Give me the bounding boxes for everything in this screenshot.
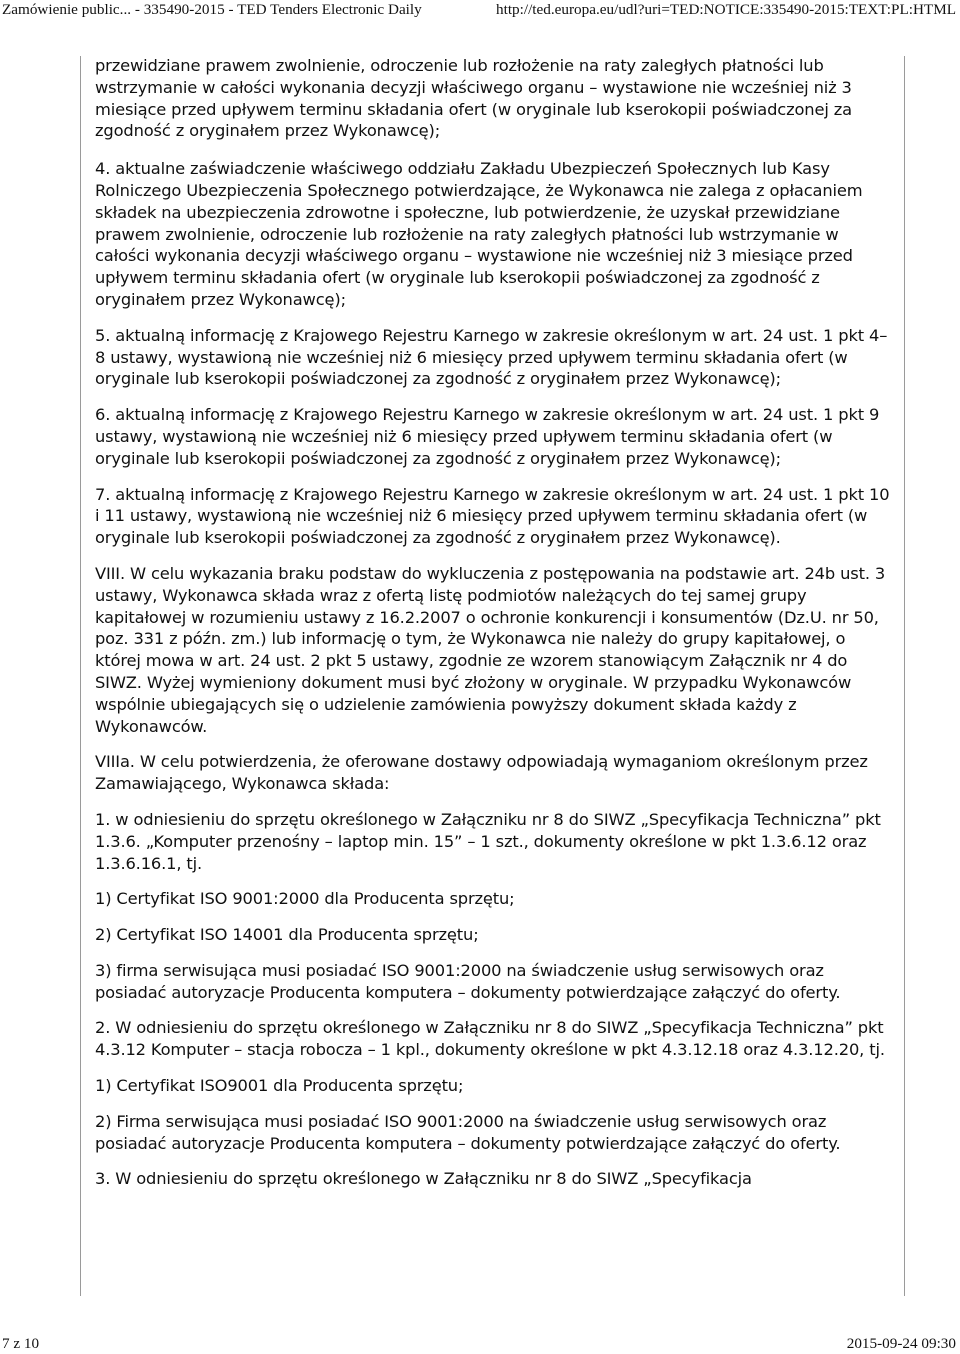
print-header [0,0,960,20]
paragraph: 7. aktualną informację z Krajowego Rejestru Karnego w zakresie określonym w art. 24 ust. 1 pkt 10 i 11 ustawy, wystawioną nie wcześniej niż 6 miesięcy przed upływem terminu składania ofert (w oryginale lub kserokopii poświadczonej za zgodność z oryginałem przez Wykonawcę). [95,484,890,548]
paragraph: 3) firma serwisująca musi posiadać ISO 9001:2000 na świadczenie usług serwisowych oraz posiadać autoryzacje Producenta komputera – dokumenty potwierdzające załączyć do oferty. [95,960,841,1002]
paragraph: 3. W odniesieniu do sprzętu określonego w Załączniku nr 8 do SIWZ „Specyfikacja [95,1169,752,1189]
paragraph: 5. aktualną informację z Krajowego Rejestru Karnego w zakresie określonym w art. 24 ust. 1 pkt 4–8 ustawy, wystawioną nie wcześniej niż 6 miesięcy przed upływem terminu składania ofert (w oryginale lub kserokopii poświadczonej za zgodność z oryginałem przez Wykonawcę); [95,325,888,389]
paragraph: 2) Firma serwisująca musi posiadać ISO 9001:2000 na świadczenie usług serwisowych oraz posiadać autoryzacje Producenta komputera – dokumenty potwierdzające załączyć do oferty. [95,1111,841,1153]
page-title: Zamówienie public... - 335490-2015 - TED Tenders Electronic Daily [2,1,422,18]
paragraph: VIIIa. W celu potwierdzenia, że oferowane dostawy odpowiadają wymaganiom określonym przez Zamawiającego, Wykonawca składa: [95,752,868,794]
paragraph: 4. aktualne zaświadczenie właściwego oddziału Zakładu Ubezpieczeń Społecznych lub Kasy Rolniczego Ubezpieczenia Społecznego potwierdzające, że Wykonawca nie zalega z opłacaniem składek na ubezpieczenia zdrowotne i społeczne, lub potwierdzenie, że uzyskał przewidziane prawem zwolnienie, odroczenie lub rozłożenie na raty zaległych płatności lub wstrzymanie w całości wykonania decyzji właściwego organu – wystawione nie wcześniej niż 3 miesiące przed upływem terminu składania ofert (w oryginale lub kserokopii poświadczonej za zgodność z oryginałem przez Wykonawcę); [95,159,863,309]
print-datetime: 2015-09-24 09:30 [846,1335,956,1352]
paragraph: 2) Certyfikat ISO 14001 dla Producenta sprzętu; [95,925,479,945]
paragraph: 1) Certyfikat ISO9001 dla Producenta sprzętu; [95,1076,464,1096]
page-number: 7 z 10 [2,1335,40,1352]
document-border-right [904,56,905,1296]
document-body [95,55,895,1190]
print-footer [0,1334,960,1354]
paragraph: 6. aktualną informację z Krajowego Rejestru Karnego w zakresie określonym w art. 24 ust. 1 pkt 9 ustawy, wystawioną nie wcześniej niż 6 miesięcy przed upływem terminu składania ofert (w oryginale lub kserokopii poświadczonej za zgodność z oryginałem przez Wykonawcę); [95,405,880,468]
page-url: http://ted.europa.eu/udl?uri=TED:NOTICE:335490-2015:TEXT:PL:HTML [496,1,956,18]
paragraph: 2. W odniesieniu do sprzętu określonego w Załączniku nr 8 do SIWZ „Specyfikacja Techniczna” pkt 4.3.12 Komputer – stacja robocza – 1 kpl., dokumenty określone w pkt 4.3.12.18 oraz 4.3.12.20, tj. [95,1018,885,1060]
paragraph: VIII. W celu wykazania braku podstaw do wykluczenia z postępowania na podstawie art. 24b ust. 3 ustawy, Wykonawca składa wraz z ofertą listę podmiotów należących do tej samej grupy kapitałowej w rozumieniu ustawy z 16.2.2007 o ochronie konkurencji i konsumentów (Dz.U. nr 50, poz. 331 z późn. zm.) lub informację o tym, że Wykonawca nie należy do grupy kapitałowej, o której mowa w art. 24 ust. 2 pkt 5 ustawy, zgodnie ze wzorem stanowiącym Załącznik nr 4 do SIWZ. Wyżej wymieniony dokument musi być złożony w oryginale. W przypadku Wykonawców wspólnie ubiegających się o udzielenie zamówienia powyższy dokument składa każdy z Wykonawców. [95,563,886,736]
paragraph: 1. w odniesieniu do sprzętu określonego w Załączniku nr 8 do SIWZ „Specyfikacja Techniczna” pkt 1.3.6. „Komputer przenośny – laptop min. 15” – 1 szt., dokumenty określone w pkt 1.3.6.12 oraz 1.3.6.16.1, tj. [95,809,881,873]
document-border-left [80,56,81,1296]
paragraph: przewidziane prawem zwolnienie, odroczenie lub rozłożenie na raty zaległych płatności lub wstrzymanie w całości wykonania decyzji właściwego organu – wystawione nie wcześniej niż 3 miesiące przed upływem terminu składania ofert (w oryginale lub kserokopii poświadczonej za zgodność z oryginałem przez Wykonawcę); [95,56,852,141]
paragraph: 1) Certyfikat ISO 9001:2000 dla Producenta sprzętu; [95,889,515,909]
